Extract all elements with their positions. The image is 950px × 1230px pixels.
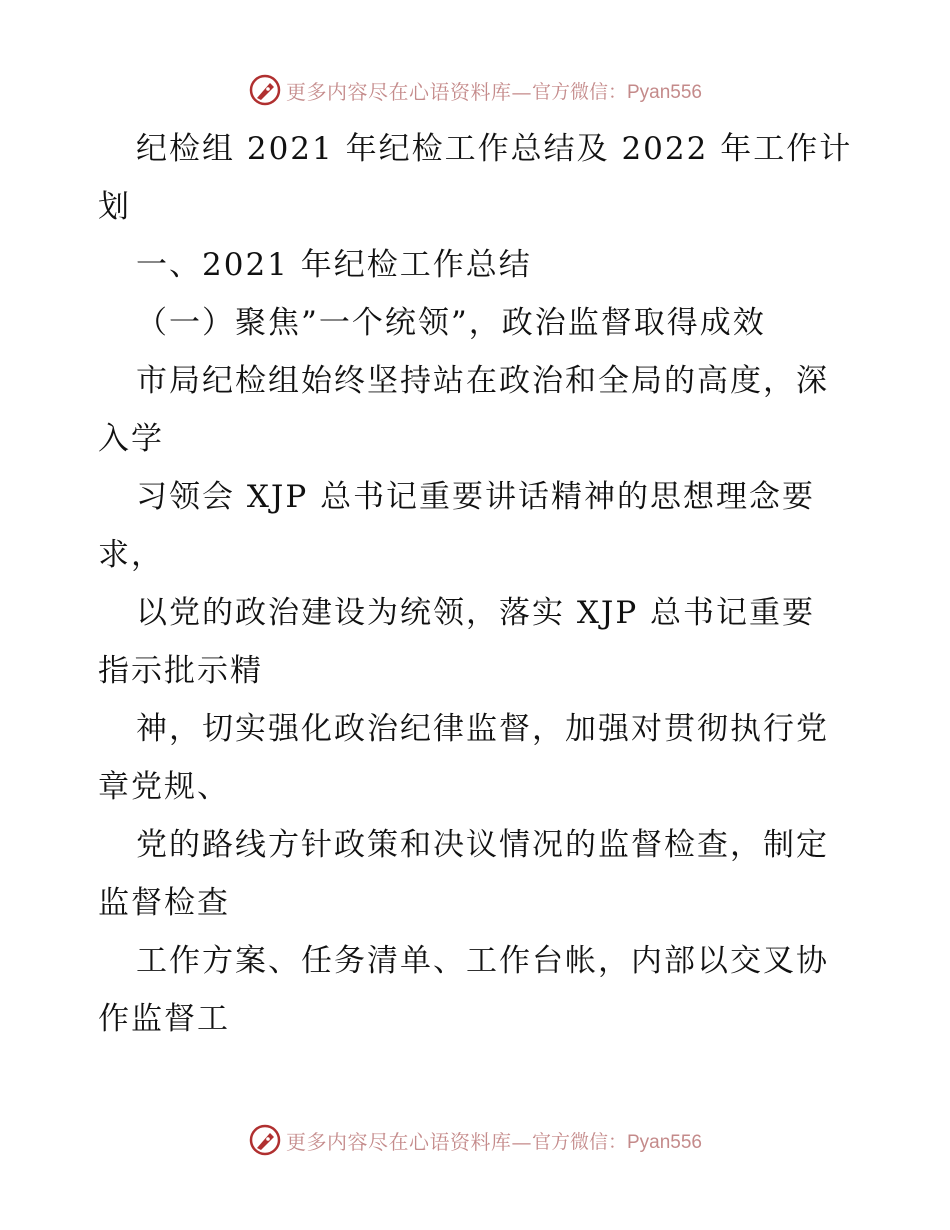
document-line: 党的路线方针政策和决议情况的监督检查，制定 xyxy=(136,827,829,863)
watermark-brand-text: 更多内容尽在心语资料库— xyxy=(285,79,532,104)
document-line: 入学 xyxy=(98,421,164,457)
document-line: 求， xyxy=(98,537,164,573)
footer-watermark-banner xyxy=(0,1120,950,1160)
document-line: 工作方案、任务清单、工作台帐，内部以交叉协 xyxy=(136,943,829,979)
document-line: 市局纪检组始终坚持站在政治和全局的高度，深 xyxy=(136,363,829,399)
document-line: 作监督工 xyxy=(98,1001,230,1037)
watermark-wechat-text: 官方微信：Pyan556 xyxy=(531,1131,702,1153)
document-line: 习领会 XJP 总书记重要讲话精神的思想理念要 xyxy=(136,479,816,515)
document-line: 以党的政治建设为统领，落实 XJP 总书记重要 xyxy=(136,595,816,631)
pen-nib-circle-icon xyxy=(248,73,282,107)
header-watermark-banner xyxy=(0,70,950,110)
document-body xyxy=(98,120,858,1048)
pen-nib-circle-icon xyxy=(248,1123,282,1157)
document-line: 章党规、 xyxy=(98,769,230,805)
document-line: 一、2021 年纪检工作总结 xyxy=(136,247,532,283)
document-line: 纪检组 2021 年纪检工作总结及 2022 年工作计 xyxy=(136,131,853,167)
document-line: 指示批示精 xyxy=(98,653,263,689)
document-line: 神，切实强化政治纪律监督，加强对贯彻执行党 xyxy=(136,711,829,747)
document-line: 划 xyxy=(98,189,131,225)
document-line: 监督检查 xyxy=(98,885,230,921)
watermark-wechat-text: 官方微信：Pyan556 xyxy=(531,81,702,103)
watermark-brand-text: 更多内容尽在心语资料库— xyxy=(285,1129,532,1154)
document-line: （一）聚焦”一个统领”，政治监督取得成效 xyxy=(136,305,766,341)
